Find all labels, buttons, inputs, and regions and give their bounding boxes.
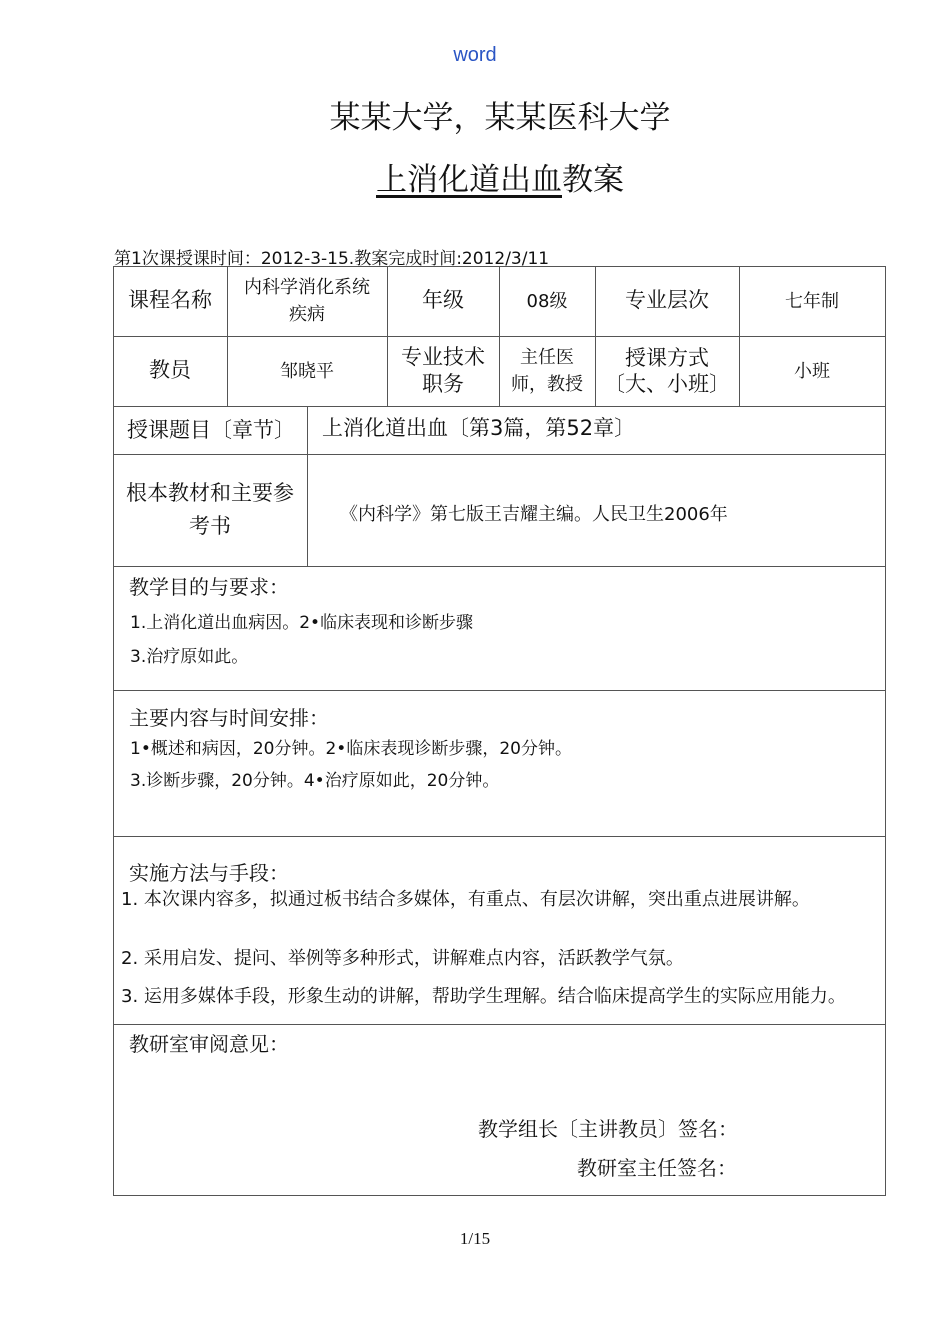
teacher-value: 邹晓平 [280,360,334,382]
professional-title-value [499,336,595,406]
professional-title-label-line1: 专业技术 [401,344,485,369]
teaching-mode-label-line2: 〔大、小班〕 [604,372,730,396]
teaching-mode-value: 小班 [794,360,830,382]
course-name-value [227,266,387,336]
course-name-value-line1: 内科学消化系统 [244,277,370,298]
header-word: word [453,44,497,66]
major-level-label: 专业层次 [625,288,709,313]
methods-heading: 实施方法与手段： [129,861,289,885]
professional-title-label [387,336,499,406]
subtitle-underlined: 上消化道出血 [376,162,562,198]
teaching-mode-label [595,336,739,406]
review-heading: 教研室审阅意见： [129,1032,289,1056]
methods-item-3: 3. 运用多媒体手段，形象生动的讲解，帮助学生理解。结合临床提高学生的实际应用能力。 [121,986,846,1007]
objectives-heading: 教学目的与要求： [129,575,289,599]
textbook-label [113,454,307,566]
methods-item-1: 1. 本次课内容多，拟通过板书结合多媒体，有重点、有层次讲解，突出重点进展讲解。 [121,889,810,910]
document-title: 某某大学，某某医科大学 [329,100,671,136]
professional-title-value-line1: 主任医 [520,347,574,368]
group-leader-signature: 教学组长〔主讲教员〕签名： [478,1117,738,1141]
department-head-signature: 教研室主任签名： [577,1156,737,1180]
subtitle-rest: 教案 [562,162,624,198]
grade-label: 年级 [422,288,464,313]
professional-title-value-line2: 师，教授 [511,374,583,395]
document-subtitle [0,154,950,199]
topic-value: 上消化道出血〔第3篇，第52章〕 [322,416,636,440]
page-number: 1/15 [459,1229,491,1248]
grade-value: 08级 [526,290,568,312]
content-line-1: 1•概述和病因，20分钟。2•临床表现诊断步骤，20分钟。 [130,739,572,759]
topic-label: 授课题目〔章节〕 [127,418,295,442]
textbook-label-line1: 根本教材和主要参 [126,481,294,506]
content-line-2: 3.诊断步骤，20分钟。4•治疗原如此，20分钟。 [130,771,500,791]
course-name-label: 课程名称 [128,288,212,313]
methods-item-2: 2. 采用启发、提问、举例等多种形式，讲解难点内容，活跃教学气氛。 [121,948,684,969]
textbook-label-line2: 考书 [189,514,231,538]
objectives-line-2: 3.治疗原如此。 [130,647,249,667]
teacher-label: 教员 [149,358,191,383]
content-heading: 主要内容与时间安排： [129,706,329,730]
major-level-value: 七年制 [785,290,839,312]
teaching-mode-label-line1: 授课方式 [625,345,709,370]
course-name-value-line2: 疾病 [289,304,325,325]
objectives-line-1: 1.上消化道出血病因。2•临床表现和诊断步骤 [130,613,474,633]
lesson-meta-line: 第1次课授课时间：2012-3-15.教案完成时间:2012/3/11 [114,249,550,269]
textbook-value: 《内科学》第七版王吉耀主编。人民卫生2006年 [340,504,728,525]
professional-title-label-line2: 职务 [422,372,464,396]
